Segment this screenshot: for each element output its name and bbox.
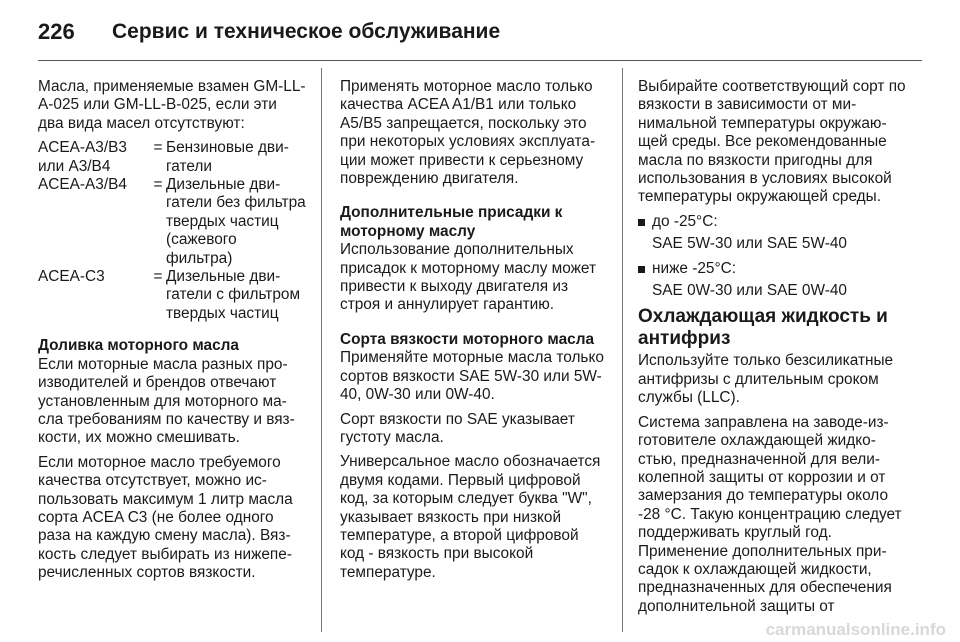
coolant-paragraph-2: Система заправлена на заводе-изготовителе охлаждающей жидкостью, предназначенной для великолепной защиты от коррозии и от замерзания до температуры около -28 °C. Такую концентрацию следует поддерживать круглый год. Применение дополнительных присадок к охлаждающей жидкости, предназначенных для обеспечения дополнительной защиты от [638, 413, 902, 615]
spec-eq: = [153, 139, 163, 157]
bullet-label: до -25°C: [652, 212, 718, 230]
bullet-square-icon [638, 260, 652, 278]
viscosity-selection-paragraph: Выбирайте соответствующий сорт по вязкости в зависимости от минимальной температуры окружающей среды. Все рекомендованные масла по вязкости пригодны для использования в условиях высокой температуры окружающей среды. [638, 78, 906, 206]
list-item [638, 260, 906, 278]
coolant-paragraph-1: Используйте только безсиликатные антифризы с длительным сроком службы (LLC). [638, 352, 894, 407]
viscosity-paragraph-2: Сорт вязкости по SAE указывает густоту масла. [340, 410, 575, 446]
spec-key: ACEA-C3 [38, 268, 105, 286]
watermark: carmanualsonline.info [765, 620, 946, 639]
table-row [38, 139, 306, 176]
spec-eq: = [153, 176, 163, 194]
bullet-value: SAE 0W-30 или SAE 0W-40 [652, 282, 847, 300]
page-number: 226 [38, 19, 75, 44]
page-header [38, 10, 500, 54]
bullet-value: SAE 5W-30 или SAE 5W-40 [652, 235, 847, 253]
page-title: Сервис и техническое обслуживание [112, 20, 501, 43]
additives-heading: Дополнительные присадки к моторному маслу [340, 204, 563, 240]
oil-substitute-intro: Масла, применяемые взамен GM-LL-A-025 или GM-LL-B-025, если эти два вида масел отсутствуют: [38, 78, 306, 132]
spec-eq: = [153, 268, 163, 286]
viscosity-paragraph-1: Применяйте моторные масла только сортов вязкости SAE 5W-30 или 5W-40, 0W-30 или 0W-40. [340, 349, 604, 404]
viscosity-heading: Сорта вязкости моторного масла [340, 330, 595, 348]
oil-warning-paragraph: Применять моторное масло только качества ACEA A1/B1 или только A5/B5 запрещается, поскольку это при некоторых условиях эксплуатации может привести к серьезному повреждению двигателя. [340, 78, 596, 188]
oil-spec-table [38, 139, 306, 323]
bullet-square-icon [638, 213, 652, 231]
spec-value: Бензиновые двигатели [166, 139, 289, 175]
spec-value: Дизельные двигатели без фильтра твердых частиц (сажевого фильтра) [166, 176, 306, 267]
bullet-label: ниже -25°C: [652, 259, 737, 277]
column-divider-1 [321, 68, 322, 632]
additives-paragraph: Использование дополнительных присадок к моторному маслу может привести к выходу двигателя из строя и аннулирует гарантию. [340, 241, 597, 314]
list-item [638, 213, 906, 231]
coolant-heading: Охлаждающая жидкость и антифриз [638, 306, 888, 350]
topup-heading: Доливка моторного масла [38, 337, 239, 355]
column-3 [638, 78, 906, 622]
spec-key: ACEA-A3/B4 [38, 176, 127, 194]
header-rule [38, 60, 922, 61]
topup-paragraph-1: Если моторные масла разных производителей и брендов отвечают установленным для моторного масла требованиям по качеству и вязкости, их можно смешивать. [38, 355, 295, 447]
spec-key: ACEA-A3/B3 или A3/B4 [38, 139, 127, 175]
spec-value: Дизельные двигатели с фильтром твердых частиц [166, 268, 301, 322]
column-2 [340, 78, 606, 588]
column-1 [38, 78, 306, 589]
viscosity-paragraph-3: Универсальное масло обозначается двумя кодами. Первый цифровой код, за которым следует буква "W", указывает вязкость при низкой температуре, а второй цифровой код - вязкость при высокой температуре. [340, 453, 601, 581]
column-divider-2 [622, 68, 623, 632]
topup-paragraph-2: Если моторное масло требуемого качества отсутствует, можно использовать максимум 1 литр масла сорта ACEA C3 (не более одного раза на каждую смену масла). Вязкость следует выбирать из нижеперечисленных сортов вязкости. [38, 453, 293, 582]
table-row [38, 268, 306, 323]
table-row [38, 176, 306, 268]
